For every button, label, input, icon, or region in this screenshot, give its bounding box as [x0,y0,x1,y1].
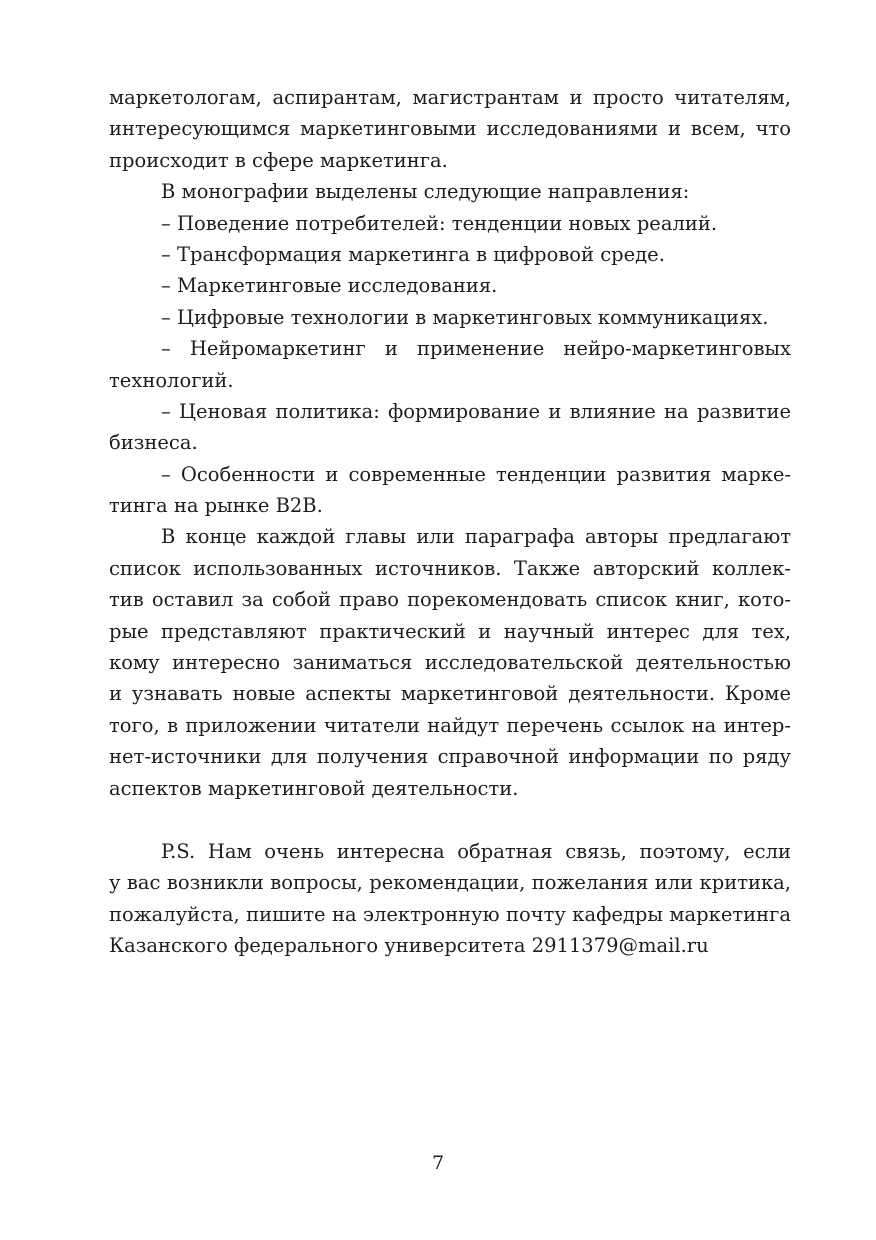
text-line: и узнавать новые аспекты маркетинговой деятельности. Кроме [109,682,791,706]
text-line: рые представляют практический и научный интерес для тех, [109,619,791,643]
text-line: P.S. Нам очень интересна обратная связь, поэтому, если [161,840,791,863]
text-line: список использованных источников. Также авторский коллек- [109,556,791,580]
list-item: – Поведение потребителей: тенденции новых реалий. [161,211,718,235]
text-line: В монографии выделены следующие направления: [161,180,690,204]
text-line: маркетологам, аспирантам, магистрантам и просто читателям, [109,86,791,109]
list-item: – Ценовая политика: формирование и влияние на развитие [161,399,791,423]
page-number: 7 [431,1152,445,1174]
text-line: происходит в сфере маркетинга. [109,148,448,172]
list-item: – Нейромаркетинг и применение нейро-маркетинговых [161,337,791,361]
text-line: интересующимся маркетинговыми исследованиями и всем, что [109,117,791,141]
text-line: бизнеса. [109,431,198,455]
text-line: пожалуйста, пишите на электронную почту кафедры маркетинга [109,902,791,926]
list-item: – Трансформация маркетинга в цифровой среде. [161,242,665,266]
text-line: того, в приложении читатели найдут перечень ссылок на интер- [109,713,791,737]
list-item: – Цифровые технологии в маркетинговых коммуникациях. [161,305,769,329]
list-item: – Особенности и современные тенденции развития марке- [161,462,791,486]
main-text [109,82,791,804]
text-line: тив оставил за собой право порекомендовать список книг, кото- [109,588,791,612]
text-line: нет-источники для получения справочной информации по ряду [109,745,791,769]
text-line: тинга на рынке B2B. [109,494,323,518]
text-line: Казанского федерального университета 2911379@mail.ru [109,934,709,958]
text-line: аспектов маркетинговой деятельности. [109,776,519,800]
postscript [109,836,791,962]
list-item: – Маркетинговые исследования. [161,274,498,298]
text-line: технологий. [109,368,234,392]
text-line: В конце каждой главы или параграфа авторы предлагают [161,525,791,549]
text-line: кому интересно заниматься исследовательской деятельностью [109,651,791,675]
text-line: у вас возникли вопросы, рекомендации, пожелания или критика, [109,871,791,895]
